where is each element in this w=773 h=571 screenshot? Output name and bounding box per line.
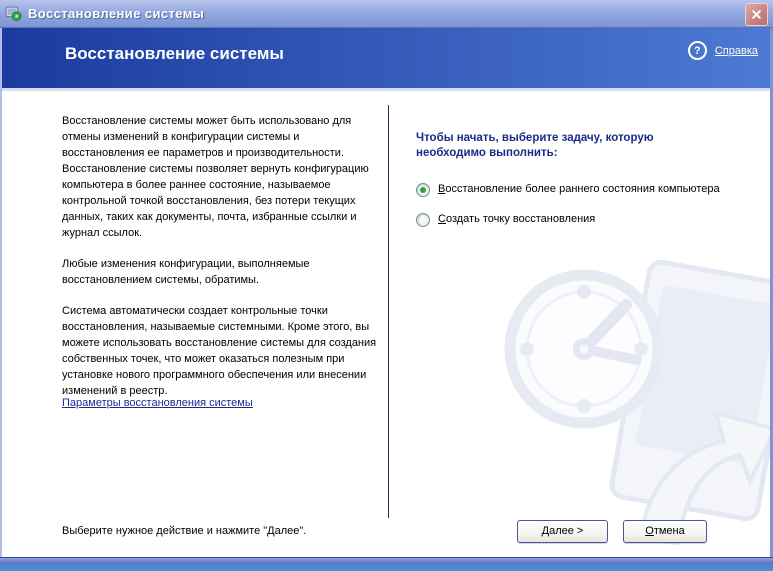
radio-button-icon[interactable] xyxy=(416,213,430,227)
header-banner xyxy=(2,28,770,91)
description-paragraph: Восстановление системы может быть использовано для отмены изменений в конфигурации системы и восстановления ее параметров и производительности. Восстановление системы позволяет вернуть конфигурацию компьютера в более раннее состояние, называемое контрольной точкой восстановления, без потери текущих данных, таких как документы, почта, избранные ссылки и журнал ссылок. xyxy=(62,115,369,239)
close-icon xyxy=(751,9,762,20)
system-restore-watermark xyxy=(488,249,770,551)
task-panel xyxy=(416,131,751,242)
window-title: Восстановление системы xyxy=(28,6,205,21)
description-text xyxy=(62,113,378,414)
titlebar xyxy=(0,0,773,28)
window-bottom-border xyxy=(0,557,773,571)
description-paragraph: Система автоматически создает контрольные точки восстановления, называемые системными. Кроме этого, вы можете использовать восстановление системы для создания собственных точек, что может оказаться полезным при установке нового программного обеспечения или внесении изменений в реестр. xyxy=(62,305,377,397)
footer-instruction: Выберите нужное действие и нажмите "Далее". xyxy=(62,525,307,537)
vertical-divider xyxy=(388,105,389,518)
content-area xyxy=(2,91,770,558)
next-button[interactable]: Далее > xyxy=(517,520,608,543)
radio-restore-earlier[interactable] xyxy=(416,182,721,197)
help-link-label: Справка xyxy=(714,44,758,57)
close-button[interactable] xyxy=(745,3,768,26)
radio-option-label: Создать точку восстановления xyxy=(438,213,596,225)
radio-option-label: Восстановление более раннего состояния компьютера xyxy=(438,183,720,195)
restore-settings-link[interactable]: Параметры восстановления системы xyxy=(62,397,253,409)
help-link[interactable] xyxy=(688,41,758,60)
help-icon-glyph: ? xyxy=(693,44,701,57)
task-heading: Чтобы начать, выберите задачу, которую необходимо выполнить: xyxy=(416,132,654,159)
radio-create-point[interactable] xyxy=(416,212,721,227)
page-title: Восстановление системы xyxy=(65,44,284,63)
system-restore-icon xyxy=(5,5,23,23)
cancel-button[interactable]: Отмена xyxy=(623,520,707,543)
radio-button-icon[interactable] xyxy=(416,183,430,197)
help-icon xyxy=(688,41,707,60)
window-left-border xyxy=(0,28,2,571)
description-paragraph: Любые изменения конфигурации, выполняемые восстановлением системы, обратимы. xyxy=(62,258,310,286)
